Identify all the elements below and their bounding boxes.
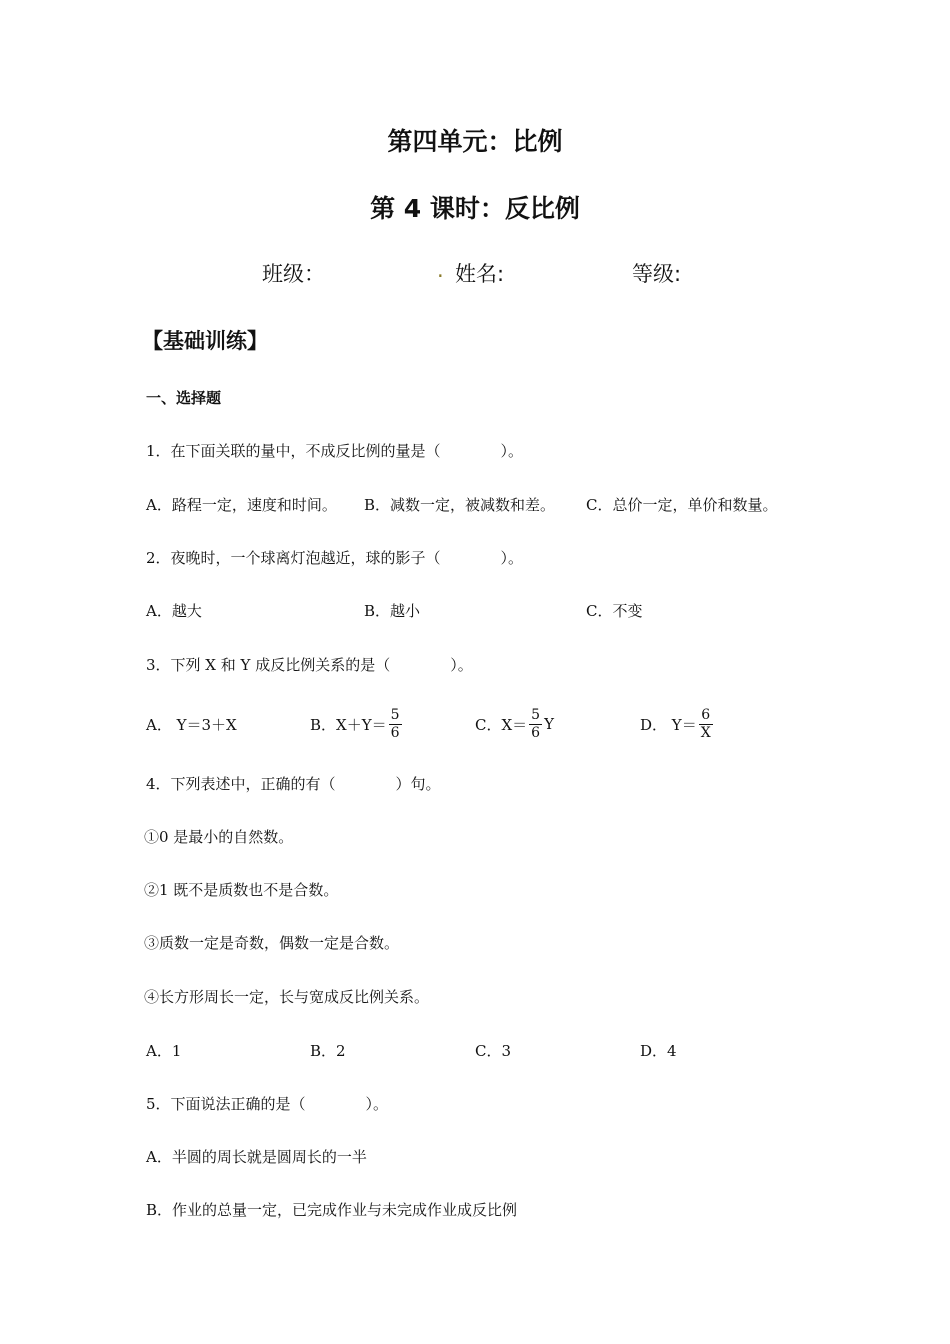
question-1-option-c: C．总价一定，单价和数量。 (586, 496, 778, 514)
question-2-option-b: B．越小 (364, 602, 421, 620)
fraction-numerator: 5 (531, 706, 541, 723)
fraction-denominator: 6 (531, 724, 541, 741)
option-c-prefix: C．X＝ (475, 715, 528, 734)
question-5-stem: 5．下面说法正确的是（ ）。 (146, 1095, 389, 1113)
question-4-option-c: C．3 (475, 1042, 512, 1060)
class-label: 班级： (262, 262, 325, 286)
fraction-denominator: X (700, 724, 711, 741)
question-5-option-a: A．半圆的周长就是圆周长的一半 (146, 1148, 367, 1166)
question-2-option-a: A．越大 (146, 602, 202, 620)
fraction-denominator: 6 (390, 724, 400, 741)
question-3-stem: 3．下列 X 和 Y 成反比例关系的是（ ）。 (146, 656, 473, 674)
question-3-option-c (475, 704, 554, 744)
question-4-option-b: B．2 (310, 1042, 346, 1060)
option-b-fraction (389, 707, 402, 742)
question-4-statement-2: ②1 既不是质数也不是合数。 (144, 881, 339, 899)
option-d-fraction (699, 707, 713, 742)
question-3-option-b (310, 704, 404, 744)
question-4-option-d: D．4 (640, 1042, 677, 1060)
question-5-option-b: B．作业的总量一定，已完成作业与未完成作业成反比例 (146, 1201, 518, 1219)
question-4-statement-3: ③质数一定是奇数，偶数一定是合数。 (144, 934, 400, 952)
subsection-title: 一、选择题 (146, 389, 222, 407)
question-3-option-d (640, 704, 715, 744)
question-2-stem: 2．夜晚时，一个球离灯泡越近，球的影子（ ）。 (146, 549, 524, 567)
section-title: 【基础训练】 (142, 329, 268, 353)
question-4-statement-1: ①0 是最小的自然数。 (144, 828, 294, 846)
option-b-prefix: B．X＋Y＝ (310, 715, 387, 734)
option-d-prefix: D． Y＝ (640, 715, 697, 734)
option-c-fraction (529, 707, 542, 742)
question-1-option-a: A．路程一定，速度和时间。 (146, 496, 337, 514)
option-a-text: A． Y＝3＋X (146, 715, 237, 734)
grade-label: 等级: (632, 262, 682, 286)
option-c-suffix: Y (544, 715, 554, 733)
fraction-numerator: 5 (390, 706, 400, 723)
question-2-option-c: C．不变 (586, 602, 643, 620)
unit-title: 第四单元：比例 (387, 127, 563, 156)
question-4-stem: 4．下列表述中，正确的有（ ）句。 (146, 775, 441, 793)
question-4-option-a: A．1 (146, 1042, 182, 1060)
question-3-option-a (146, 712, 237, 736)
question-1-stem: 1．在下面关联的量中，不成反比例的量是（ ）。 (146, 442, 524, 460)
separator-dot: . (437, 258, 444, 282)
question-1-option-b: B．减数一定，被减数和差。 (364, 496, 556, 514)
lesson-title: 第 4 课时：反比例 (370, 194, 580, 223)
fraction-numerator: 6 (699, 707, 713, 725)
name-label: 姓名: (455, 262, 505, 286)
question-4-statement-4: ④长方形周长一定，长与宽成反比例关系。 (144, 988, 430, 1006)
